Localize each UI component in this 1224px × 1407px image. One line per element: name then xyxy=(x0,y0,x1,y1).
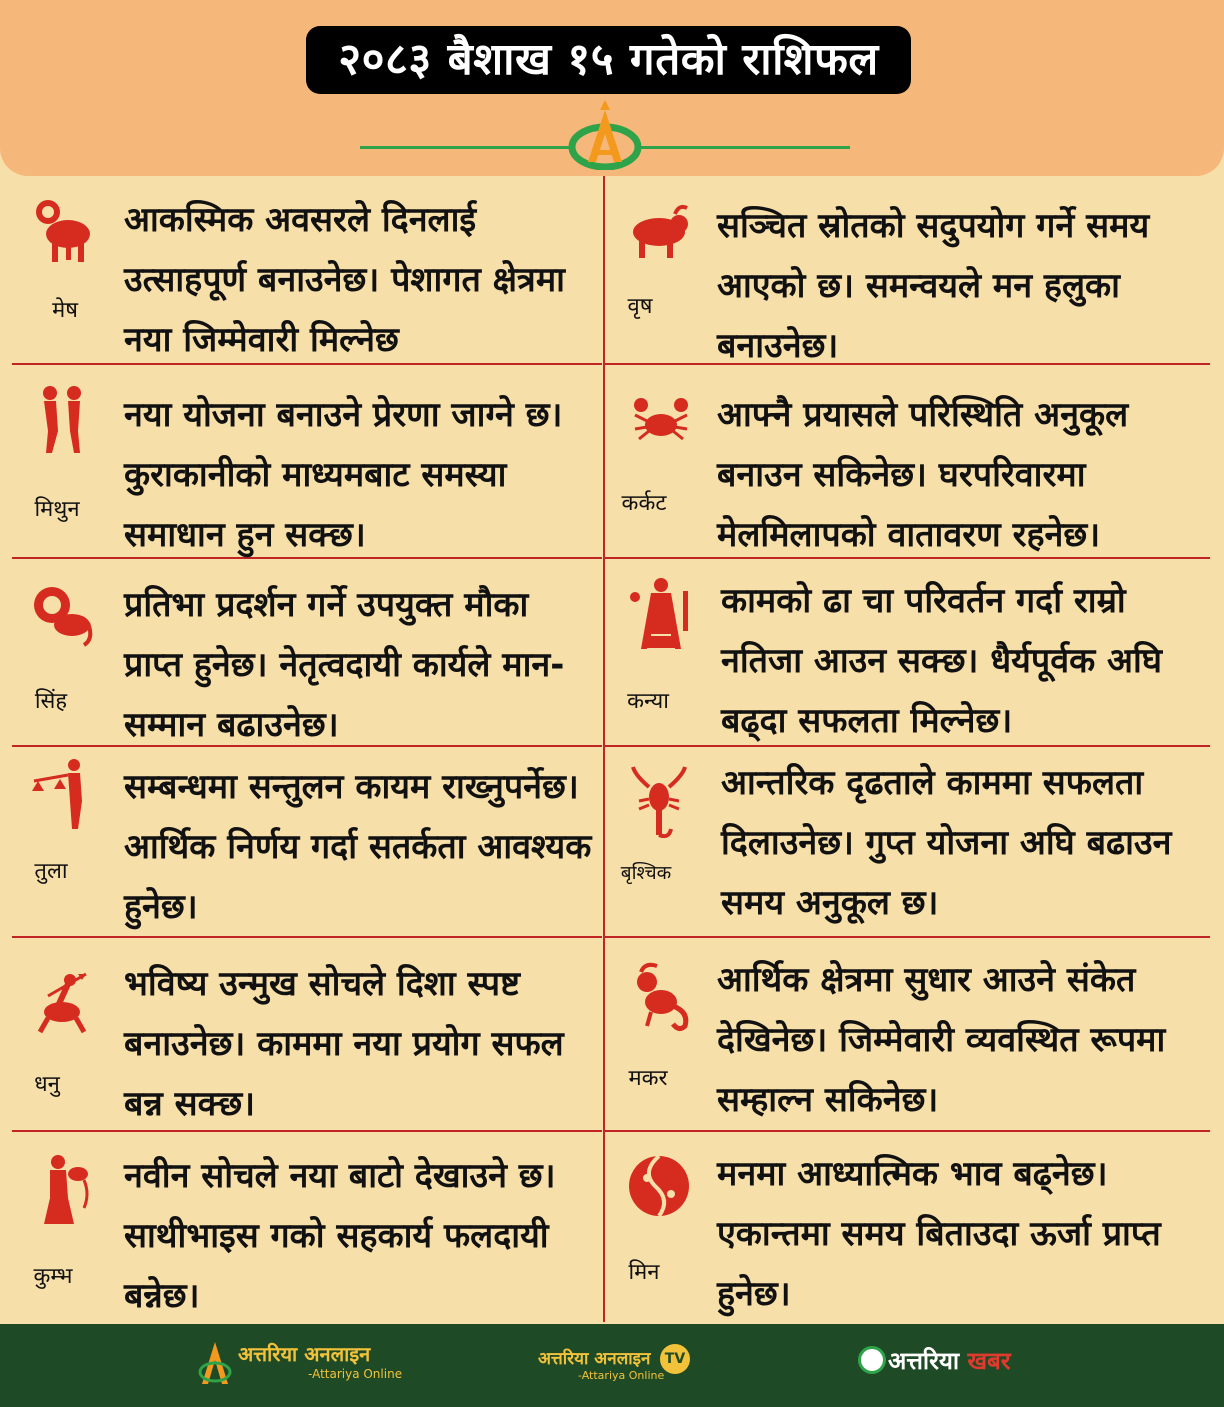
sign-cell-brishchik xyxy=(605,749,1210,938)
tv-badge-icon: TV xyxy=(660,1344,690,1374)
horoscope-grid xyxy=(0,176,1224,1322)
sign-cell-kanya xyxy=(605,561,1210,747)
page-title: २०८३ बैशाख १५ गतेको राशिफल xyxy=(306,26,911,94)
sign-cell-dhanu xyxy=(12,940,602,1132)
sign-name: मकर xyxy=(628,1066,668,1091)
sign-cell-simha xyxy=(12,561,602,747)
sign-name: मिन xyxy=(628,1260,660,1285)
footer-logo-text-accent: खबर xyxy=(967,1347,1011,1375)
sign-cell-karkat xyxy=(605,367,1210,559)
sign-text: नवीन सोचले नया बाटो देखाउने छ। साथीभाइस गको सहकार्य फलदायी बन्नेछ। xyxy=(124,1156,556,1316)
sign-name: कर्कट xyxy=(621,491,667,516)
aquarius-icon xyxy=(28,1152,96,1228)
sign-text: सञ्चित स्रोतको सदुपयोग गर्ने समय आएको छ। समन्वयले मन हलुका बनाउनेछ। xyxy=(717,206,1150,366)
khabar-emblem-icon xyxy=(858,1346,886,1374)
sign-name: वृष xyxy=(627,294,653,319)
pisces-icon xyxy=(625,1150,693,1226)
sign-cell-tula xyxy=(12,749,602,938)
sagittarius-icon xyxy=(28,966,96,1042)
sign-text: आन्तरिक दृढताले काममा सफलता दिलाउनेछ। गुप्त योजना अघि बढाउन समय अनुकूल छ। xyxy=(721,763,1172,923)
footer-logo-text: अत्तरिया xyxy=(888,1347,960,1375)
sign-name: मेष xyxy=(52,298,78,323)
sign-text: प्रतिभा प्रदर्शन गर्ने उपयुक्त मौका प्राप्त हुनेछ। नेतृत्वदायी कार्यले मान-सम्मान बढाउनेछ। xyxy=(124,585,565,745)
footer-logo-text: अत्तरिया अनलाइन xyxy=(538,1349,651,1369)
scorpio-icon xyxy=(625,765,693,841)
header xyxy=(0,0,1224,176)
cancer-icon xyxy=(627,389,695,465)
footer-logo-subtext: -Attariya Online xyxy=(578,1369,665,1382)
footer-logo-subtext: -Attariya Online xyxy=(308,1367,403,1381)
gemini-icon xyxy=(28,381,96,457)
header-divider-right xyxy=(640,146,850,149)
sign-cell-vrish xyxy=(605,176,1210,365)
sign-text: आर्थिक क्षेत्रमा सुधार आउने संकेत देखिनेछ। जिम्मेवारी व्यवस्थित रूपमा सम्हाल्न सकिनेछ। xyxy=(717,960,1166,1120)
leo-icon xyxy=(28,577,96,653)
sign-text: मनमा आध्यात्मिक भाव बढ्नेछ। एकान्तमा समय बिताउदा ऊर्जा प्राप्त हुनेछ। xyxy=(717,1154,1161,1314)
sign-name: कुम्भ xyxy=(33,1264,73,1289)
sign-text: कामको ढा चा परिवर्तन गर्दा राम्रो नतिजा आउन सक्छ। धैर्यपूर्वक अघि बढ्दा सफलता मिल्नेछ। xyxy=(721,581,1162,741)
sign-cell-makar xyxy=(605,940,1210,1132)
footer-logo-text: अत्तरिया अनलाइन xyxy=(238,1342,371,1366)
sign-text: सम्बन्धमा सन्तुलन कायम राख्नुपर्नेछ। आर्थिक निर्णय गर्दा सतर्कता आवश्यक हुनेछ। xyxy=(124,767,592,927)
taurus-icon xyxy=(623,194,691,270)
sign-cell-min xyxy=(605,1134,1210,1322)
sign-name: मिथुन xyxy=(34,497,80,522)
attariya-logo-icon xyxy=(560,100,650,170)
sign-text: आफ्नै प्रयासले परिस्थिति अनुकूल बनाउन सकिनेछ। घरपरिवारमा मेलमिलापको वातावरण रहनेछ। xyxy=(717,395,1129,555)
libra-icon xyxy=(28,757,96,833)
capricorn-icon xyxy=(627,962,695,1038)
sign-text: भविष्य उन्मुख सोचले दिशा स्पष्ट बनाउनेछ। काममा नया प्रयोग सफल बन्न सक्छ। xyxy=(124,964,564,1124)
sign-name: धनु xyxy=(34,1072,60,1097)
sign-name: तुला xyxy=(34,859,68,884)
aries-icon xyxy=(28,190,96,266)
sign-text: आकस्मिक अवसरले दिनलाई उत्साहपूर्ण बनाउनेछ। पेशागत क्षेत्रमा नया जिम्मेवारी मिल्नेछ xyxy=(124,200,565,360)
sign-name: कन्या xyxy=(627,689,669,714)
sign-name: सिंह xyxy=(34,689,68,714)
footer xyxy=(0,1324,1224,1407)
sign-name: बृश्चिक xyxy=(620,862,672,884)
virgo-icon xyxy=(627,575,695,651)
sign-cell-mithun xyxy=(12,367,602,559)
sign-cell-kumbha xyxy=(12,1134,602,1322)
header-divider-left xyxy=(360,146,570,149)
sign-cell-mesh xyxy=(12,176,602,365)
attariya-a-icon xyxy=(198,1338,232,1388)
sign-text: नया योजना बनाउने प्रेरणा जाग्ने छ। कुराकानीको माध्यमबाट समस्या समाधान हुन सक्छ। xyxy=(124,395,563,555)
